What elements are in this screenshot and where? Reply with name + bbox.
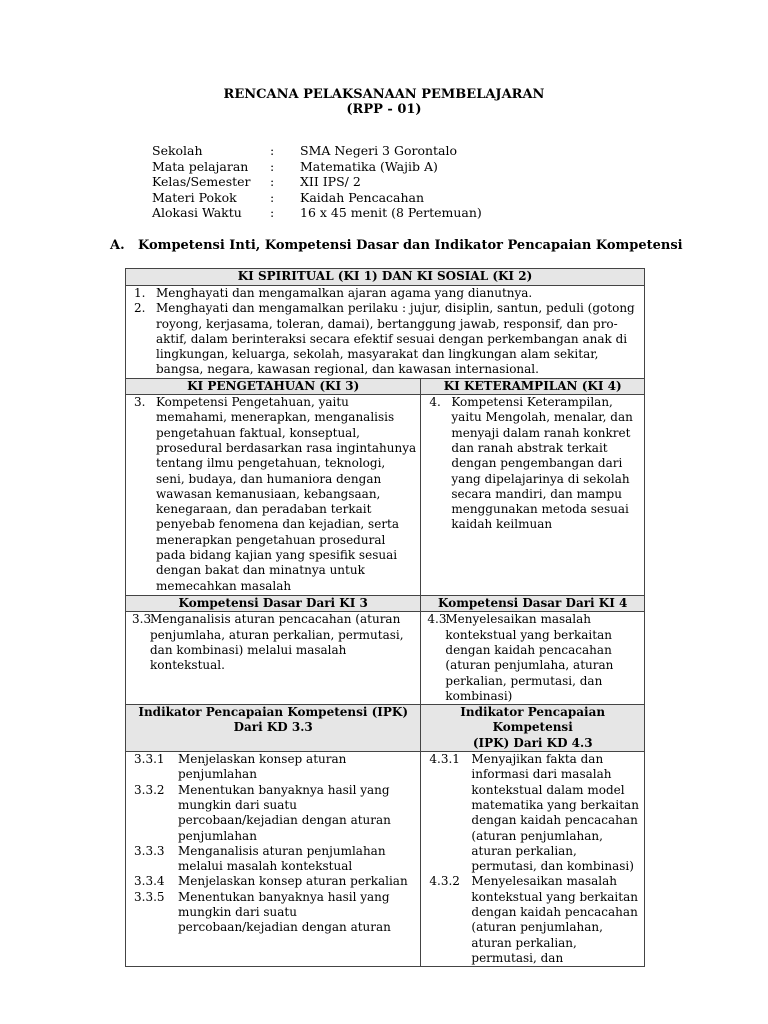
section-title: Kompetensi Inti, Kompetensi Dasar dan Indikator Pencapaian Kompetensi <box>138 238 683 253</box>
info-row-kelas-semester <box>152 174 482 190</box>
kd3-text: Menganalisis aturan pencacahan (aturan penjumlaha, aturan perkalian, permutasi, dan kombinasi) melalui masalah kontekstual. <box>150 612 404 673</box>
list-number: 3.3 <box>132 612 152 627</box>
info-colon: : <box>270 205 275 220</box>
list-text: Menjelaskan konsep aturan penjumlahan <box>178 752 347 782</box>
list-item <box>130 301 640 377</box>
ipk3-header-line-1: Indikator Pencapaian Kompetensi (IPK) <box>138 705 409 720</box>
list-number: 4. <box>429 395 441 410</box>
list-text: Menyajikan fakta dan informasi dari masalah kontekstual dalam model matematika yang berkaitan dengan kaidah pencacahan (aturan penjumlahan, aturan perkalian, permutasi, dan kombinasi) <box>471 752 639 874</box>
ki-items-row <box>126 286 645 379</box>
ki3-item <box>130 395 416 594</box>
info-colon: : <box>270 174 275 189</box>
kd3-header: Kompetensi Dasar Dari KI 3 <box>126 596 421 612</box>
document-subtitle: (RPP - 01) <box>346 102 422 117</box>
competency-table <box>125 268 645 967</box>
info-row-materi-pokok <box>152 190 482 206</box>
document-title: RENCANA PELAKSANAAN PEMBELAJARAN <box>223 87 545 102</box>
list-item <box>130 783 416 844</box>
list-number: 3.3.3 <box>134 843 165 858</box>
list-item <box>130 286 640 301</box>
kd4-text: Menyelesaikan masalah kontekstual yang berkaitan dengan kaidah pencacahan (aturan penjumlaha, aturan perkalian, permutasi, dan kombinasi) <box>445 612 614 703</box>
list-item <box>425 874 640 966</box>
ipk3-list <box>130 752 416 936</box>
ipk-content-row <box>126 752 645 967</box>
list-text: Menyelesaikan masalah kontekstual yang berkaitan dengan kaidah pencacahan (aturan penjumlahan, aturan perkalian, permutasi, dan <box>471 874 638 965</box>
info-colon: : <box>270 189 275 205</box>
list-item <box>425 752 640 874</box>
ki-pengetahuan-header: KI PENGETAHUAN (KI 3) <box>126 378 421 394</box>
ipk4-header-line-1: Indikator Pencapaian Kompetensi <box>460 705 606 735</box>
list-text: Menjelaskan konsep aturan perkalian <box>178 874 408 889</box>
list-number: 3.3.4 <box>134 874 165 889</box>
ipk3-cell <box>126 752 421 967</box>
info-value: SMA Negeri 3 Gorontalo <box>300 143 458 158</box>
info-row-sekolah <box>152 143 482 159</box>
ki4-item <box>425 395 640 533</box>
ki-header-row <box>126 269 645 286</box>
list-number: 4.3.1 <box>429 752 460 767</box>
ki-list <box>130 286 640 378</box>
list-text: Menghayati dan mengamalkan perilaku : jujur, disiplin, santun, peduli (gotong royong, kerjasama, toleran, damai), bertanggung jawab, responsif, dan pro-aktif, dalam berinteraksi secara efektif sesuai dengan perkembangan anak di lingkungan, keluarga, sekolah, masyarakat dan lingkungan alam sekitar, bangsa, negara, kawasan regional, dan kawasan internasional. <box>156 301 635 377</box>
list-item <box>130 874 416 889</box>
list-number: 3.3.1 <box>134 752 165 767</box>
ki3-text: Kompetensi Pengetahuan, yaitu memahami, menerapkan, menganalisis pengetahuan faktual, konseptual, prosedural berdasarkan rasa ingintahunya tentang ilmu pengetahuan, teknologi, seni, budaya, dan humaniora dengan wawasan kemanusiaan, kebangsaan, kenegaraan, dan peradaban terkait penyebab fenomena dan kejadian, serta menerapkan pengetahuan prosedural pada bidang kajian yang spesifik sesuai dengan bakat dan minatnya untuk memecahkan masalah <box>156 395 417 593</box>
list-text: Menghayati dan mengamalkan ajaran agama yang dianutnya. <box>156 286 533 300</box>
info-value: 16 x 45 menit (8 Pertemuan) <box>300 205 482 220</box>
info-label: Alokasi Waktu <box>152 205 242 220</box>
ki-keterampilan-header: KI KETERAMPILAN (KI 4) <box>421 378 645 394</box>
list-text: Menganalisis aturan penjumlahan melalui masalah kontekstual <box>178 843 386 874</box>
info-row-alokasi-waktu <box>152 205 482 221</box>
kd4-item <box>425 612 640 704</box>
kd3-cell <box>126 612 421 705</box>
ki34-content-row <box>126 395 645 596</box>
list-number: 1. <box>134 286 146 300</box>
ki3-cell <box>126 395 421 596</box>
info-row-mata-pelajaran <box>152 159 482 175</box>
ki4-text: Kompetensi Keterampilan, yaitu Mengolah, menalar, dan menyaji dalam ranah konkret dan ranah abstrak terkait dengan pengembangan dari yang dipelajarinya di sekolah secara mandiri, dan mampu menggunakan metoda sesuai kaidah keilmuan <box>451 395 633 532</box>
info-value: Kaidah Pencacahan <box>300 189 425 205</box>
ki-items-cell <box>126 286 645 379</box>
list-item <box>130 890 416 936</box>
list-number: 2. <box>134 301 146 316</box>
identity-block <box>152 143 482 221</box>
ipk4-header <box>421 705 645 752</box>
kd3-item <box>130 612 416 673</box>
ipk3-header-line-2: Dari KD 3.3 <box>233 720 313 735</box>
ipk4-list <box>425 752 640 966</box>
list-number: 4.3 <box>427 612 447 627</box>
section-heading <box>110 238 683 253</box>
info-colon: : <box>270 158 275 174</box>
info-colon: : <box>270 143 275 158</box>
ipk3-header <box>126 705 421 752</box>
ki34-header-row <box>126 378 645 394</box>
kd-header-row <box>126 596 645 612</box>
list-text: Menentukan banyaknya hasil yang mungkin dari suatu percobaan/kejadian dengan aturan penjumlahan <box>178 782 391 843</box>
ipk4-cell <box>421 752 645 967</box>
ipk-header-row <box>126 705 645 752</box>
list-number: 3.3.5 <box>134 889 165 904</box>
info-value: XII IPS/ 2 <box>300 174 361 189</box>
ki-spiritual-header: KI SPIRITUAL (KI 1) DAN KI SOSIAL (KI 2) <box>126 269 645 286</box>
info-value: Matematika (Wajib A) <box>300 158 438 174</box>
info-label: Kelas/Semester <box>152 174 251 189</box>
section-letter: A. <box>110 238 125 253</box>
info-label: Sekolah <box>152 143 203 158</box>
ki4-cell <box>421 395 645 596</box>
kd4-cell <box>421 612 645 705</box>
info-label: Mata pelajaran <box>152 158 249 174</box>
list-text: Menentukan banyaknya hasil yang mungkin dari suatu percobaan/kejadian dengan aturan <box>178 889 391 935</box>
list-item <box>130 752 416 783</box>
ipk4-header-line-2: (IPK) Dari KD 4.3 <box>472 735 593 750</box>
list-number: 4.3.2 <box>429 874 460 889</box>
list-item <box>130 844 416 875</box>
info-label: Materi Pokok <box>152 189 237 205</box>
list-number: 3.3.2 <box>134 782 165 797</box>
kd4-header: Kompetensi Dasar Dari KI 4 <box>421 596 645 612</box>
list-number: 3. <box>134 395 146 410</box>
kd-content-row <box>126 612 645 705</box>
